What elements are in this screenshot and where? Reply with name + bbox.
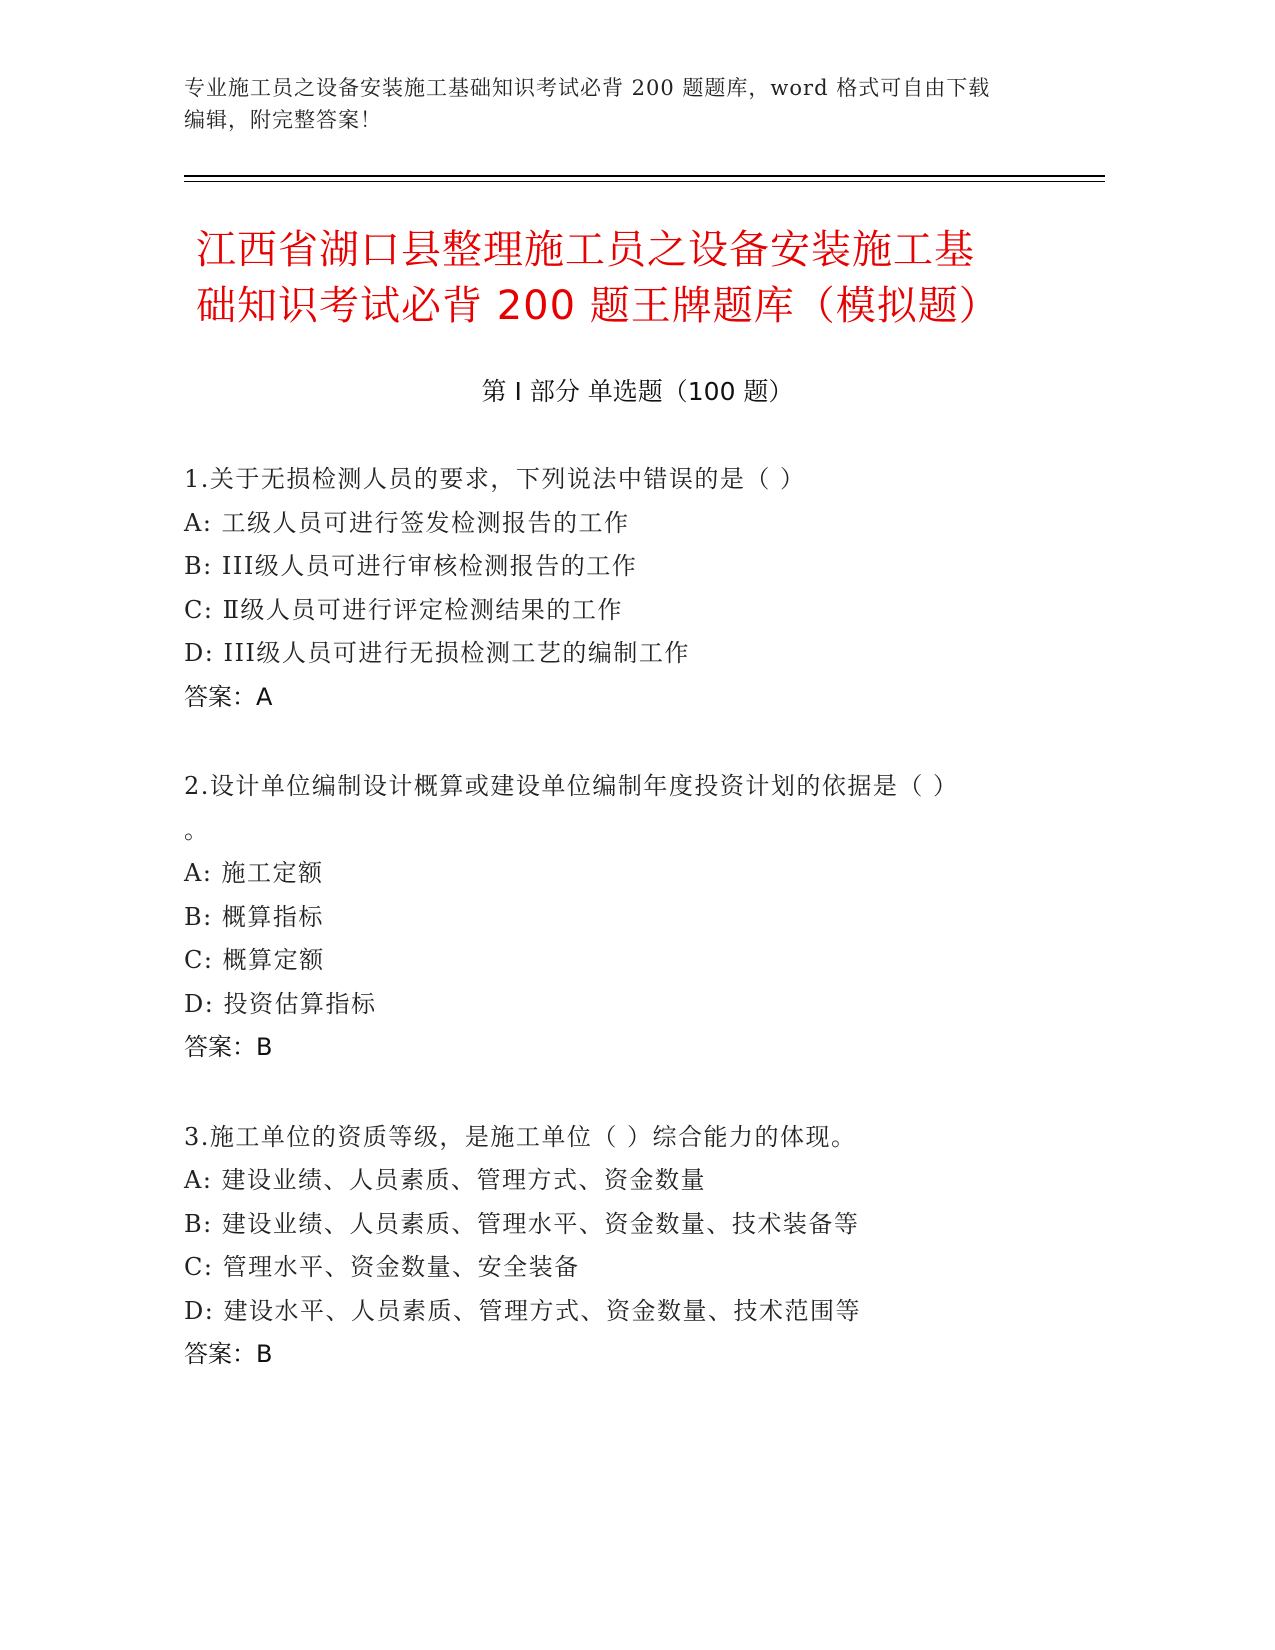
question-3 <box>184 1116 1084 1377</box>
option-text: 投资估算指标 <box>214 989 377 1018</box>
option-d <box>184 983 1084 1027</box>
question-list <box>184 458 1084 1423</box>
option-label: D: <box>184 639 215 667</box>
option-b <box>184 1203 1084 1247</box>
document-title <box>196 222 1076 334</box>
header-divider-thick <box>184 175 1105 177</box>
document-title-line-1: 江西省湖口县整理施工员之设备安装施工基 <box>196 227 975 273</box>
answer-line: 答案：B <box>184 1340 273 1368</box>
question-stem-continuation: 。 <box>184 815 210 844</box>
answer-line: 答案：B <box>184 1033 273 1061</box>
option-d <box>184 1290 1084 1334</box>
option-text: 概算定额 <box>213 946 325 974</box>
option-text: 概算指标 <box>212 902 324 931</box>
option-text: 建设水平、人员素质、管理方式、资金数量、技术范围等 <box>214 1296 861 1325</box>
question-2 <box>184 765 1084 1070</box>
option-label: C: <box>184 946 214 974</box>
answer-line: 答案：A <box>184 682 273 711</box>
question-stem: 3.施工单位的资质等级，是施工单位（ ）综合能力的体现。 <box>184 1122 857 1151</box>
header-note-line-1: 专业施工员之设备安装施工基础知识考试必背 200 题题库，word 格式可自由下载 <box>184 76 991 100</box>
option-a <box>184 502 1084 546</box>
document-header-note <box>184 72 1084 136</box>
option-label: B: <box>184 552 213 580</box>
option-label: D: <box>184 989 215 1018</box>
option-b <box>184 896 1084 940</box>
option-a <box>184 1159 1084 1203</box>
option-text: Ⅱ级人员可进行评定检测结果的工作 <box>213 595 623 624</box>
option-text: III级人员可进行无损检测工艺的编制工作 <box>214 639 690 667</box>
option-label: A: <box>184 859 213 887</box>
section-heading: 第 I 部分 单选题（100 题） <box>481 377 794 406</box>
option-text: 建设业绩、人员素质、管理方式、资金数量 <box>212 1166 707 1194</box>
question-1 <box>184 458 1084 719</box>
question-stem: 1.关于无损检测人员的要求，下列说法中错误的是（ ） <box>184 465 806 493</box>
header-divider-thin <box>184 181 1105 182</box>
option-text: 管理水平、资金数量、安全装备 <box>213 1253 580 1281</box>
question-stem: 2.设计单位编制设计概算或建设单位编制年度投资计划的依据是（ ） <box>184 772 959 800</box>
option-label: B: <box>184 902 213 931</box>
option-label: C: <box>184 595 214 624</box>
document-title-line-2: 础知识考试必背 200 题王牌题库（模拟题） <box>196 283 1000 329</box>
option-a <box>184 852 1084 896</box>
option-label: A: <box>184 508 213 537</box>
option-label: B: <box>184 1209 213 1238</box>
option-label: C: <box>184 1253 214 1281</box>
option-c <box>184 1246 1084 1290</box>
option-c <box>184 589 1084 633</box>
option-label: D: <box>184 1296 215 1325</box>
option-d <box>184 632 1084 676</box>
option-text: 工级人员可进行签发检测报告的工作 <box>212 508 630 537</box>
option-text: 施工定额 <box>212 859 324 887</box>
header-note-line-2: 编辑，附完整答案！ <box>184 108 382 132</box>
option-b <box>184 545 1084 589</box>
option-text: 建设业绩、人员素质、管理水平、资金数量、技术装备等 <box>212 1209 860 1238</box>
option-text: III级人员可进行审核检测报告的工作 <box>212 552 638 580</box>
option-label: A: <box>184 1166 213 1194</box>
option-c <box>184 939 1084 983</box>
